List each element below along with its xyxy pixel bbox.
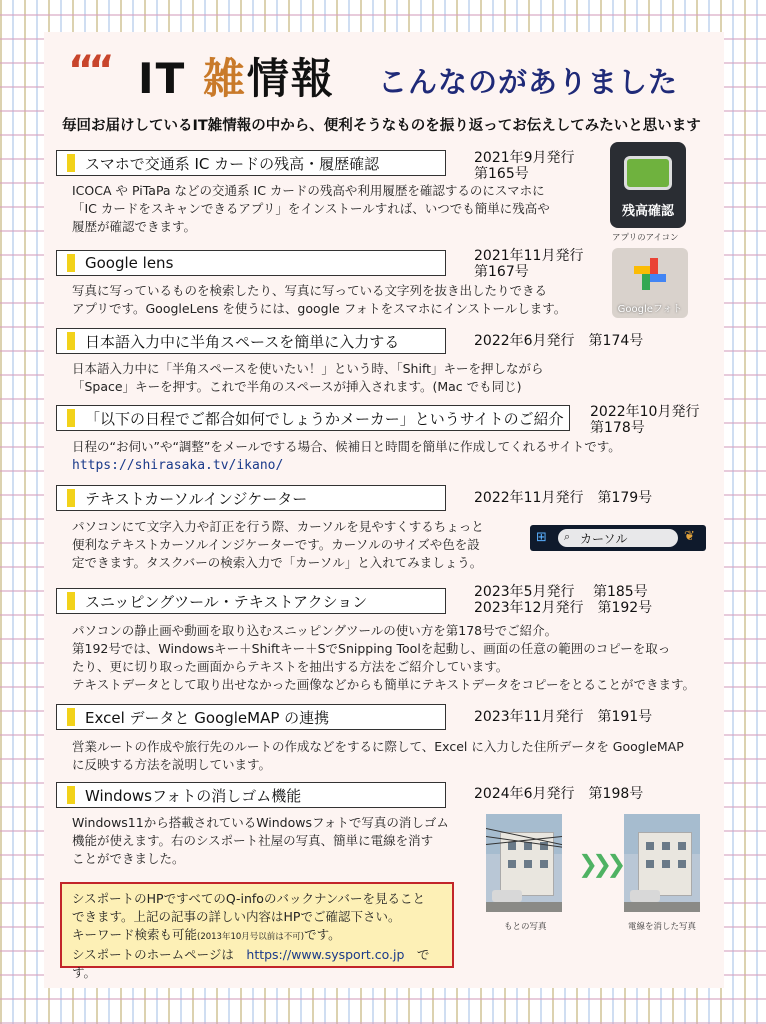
leaf-icon: ❦ bbox=[684, 529, 695, 544]
app-icon-caption: アプリのアイコン bbox=[612, 233, 679, 243]
homepage-notice: シスポートのHPですべてのQ-infoのバックナンバーを見ること できます。上記の記事の詳しい内容はHPでご確認下さい。 キーワード検索も可能(2013年10月号以前は不可)です。 シスポートのホームページは https://www.sysport.co.jp です。 bbox=[60, 882, 454, 968]
taskbar-search-image: ⊞ ⌕ カーソル ❦ bbox=[530, 525, 706, 551]
intro-text: 毎回お届けしているIT雑情報の中から、便利そうなものを振り返ってお伝えしてみたいと思います bbox=[62, 118, 701, 134]
issue-info: 2022年10月発行 第178号 bbox=[590, 404, 700, 436]
google-photos-icon: Googleフォト bbox=[612, 248, 688, 318]
section-heading-ic-card: スマホで交通系 IC カードの残高・履歴確認 bbox=[56, 150, 446, 176]
section-body: 営業ルートの作成や旅行先のルートの作成などをするに際して、Excel に入力した住所データを GoogleMAP に反映する方法を説明しています。 bbox=[72, 739, 684, 772]
schedule-maker-link[interactable]: https://shirasaka.tv/ikano/ bbox=[72, 458, 284, 473]
quote-mark-icon: ““ bbox=[68, 48, 109, 94]
sysport-homepage-link[interactable]: https://www.sysport.co.jp bbox=[246, 947, 405, 962]
section-heading-google-lens: Google lens bbox=[56, 250, 446, 276]
issue-info: 2023年11月発行 第191号 bbox=[474, 709, 653, 725]
search-icon: ⌕ bbox=[564, 530, 571, 543]
section-heading-photo-eraser: Windowsフォトの消しゴム機能 bbox=[56, 782, 446, 808]
section-body: パソコンの静止画や動画を取り込むスニッピングツールの使い方を第178号でご紹介。 第192号では、Windowsキー＋Shiftキー＋SでSnipping Toolを起動し、画面の任意の範囲のコピーを取っ たり、更に切り取った画面からテキストを抽出する方法をご紹介しています。 テキストデータとして取り出せなかった画像などからも簡単にテキストデータをコピーをとることができます。 bbox=[72, 623, 696, 692]
section-body: 日本語入力中に「半角スペースを使いたい！」という時、「Shift」キーを押しながら 「Space」キーを押す。これで半角のスペースが挿入されます。(Mac でも同じ) bbox=[72, 361, 544, 394]
balance-check-app-icon: 残高確認 bbox=[610, 142, 686, 228]
photo-caption: もとの写真 bbox=[504, 922, 547, 932]
issue-info: 2022年6月発行 第174号 bbox=[474, 333, 644, 349]
section-heading-half-width-space: 日本語入力中に半角スペースを簡単に入力する bbox=[56, 328, 446, 354]
section-heading-schedule-maker: 「以下の日程でご都合如何でしょうかメーカー」というサイトのご紹介 bbox=[56, 405, 570, 431]
original-building-photo bbox=[486, 814, 562, 912]
section-body: パソコンにて文字入力や訂正を行う際、カーソルを見やすくするちょっと 便利なテキストカーソルインジケーターです。カーソルのサイズや色を設 定できます。タスクバーの検索入力で「カーソル」と入れてみましょう。 bbox=[72, 519, 484, 570]
section-body: Windows11から搭載されているWindowsフォトで写真の消しゴム 機能が使えます。右のシスポート社屋の写真、簡単に電線を消す ことができました。 bbox=[72, 815, 449, 866]
page-subtitle: こんなのがありました bbox=[378, 65, 679, 99]
section-body: 日程の“お伺い”や“調整”をメールでする場合、候補日と時間を簡単に作成してくれるサイトです。 bbox=[72, 439, 621, 454]
arrow-right-icon: ❯❯❯ bbox=[578, 850, 621, 878]
issue-info: 2021年11月発行 第167号 bbox=[474, 248, 584, 280]
issue-info: 2023年5月発行 第185号 2023年12月発行 第192号 bbox=[474, 584, 653, 616]
issue-info: 2021年9月発行 第165号 bbox=[474, 150, 575, 182]
section-body: 写真に写っているものを検索したり、写真に写っている文字列を抜き出したりできる アプリです。GoogleLens を使うには、google フォトをスマホにインストールします。 bbox=[72, 283, 567, 316]
section-heading-snipping-tool: スニッピングツール・テキストアクション bbox=[56, 588, 446, 614]
issue-info: 2024年6月発行 第198号 bbox=[474, 786, 644, 802]
section-heading-cursor-indicator: テキストカーソルインジケーター bbox=[56, 485, 446, 511]
issue-info: 2022年11月発行 第179号 bbox=[474, 490, 653, 506]
page-title: IT 雑情報 bbox=[138, 54, 335, 103]
windows-icon: ⊞ bbox=[536, 530, 547, 545]
section-heading-excel-googlemap: Excel データと GoogleMAP の連携 bbox=[56, 704, 446, 730]
section-body: ICOCA や PiTaPa などの交通系 IC カードの残高や利用履歴を確認するのにスマホに 「IC カードをスキャンできるアプリ」をインストールすれば、いつでも簡単に残高や 履歴が確認できます。 bbox=[72, 183, 550, 234]
erased-wires-photo bbox=[624, 814, 700, 912]
photo-caption: 電線を消した写真 bbox=[628, 922, 697, 932]
